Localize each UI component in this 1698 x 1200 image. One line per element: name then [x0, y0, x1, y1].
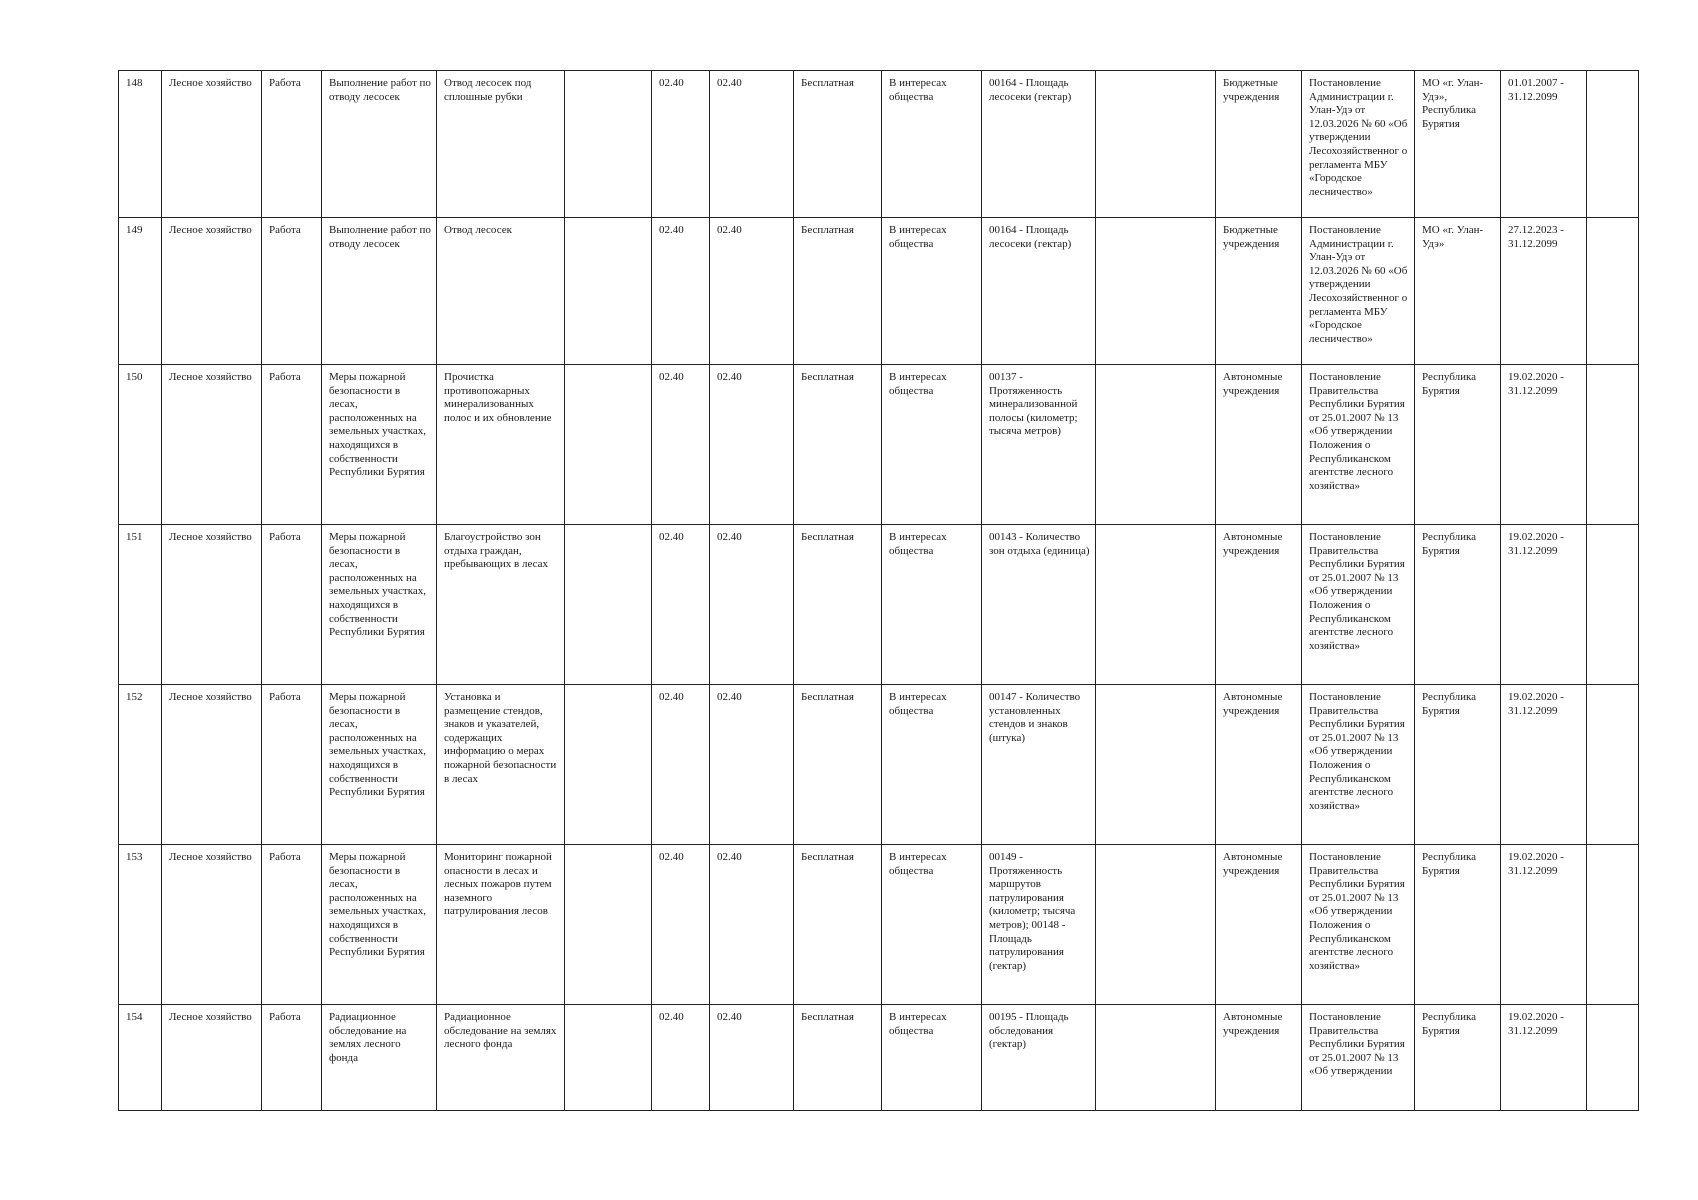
- cell-extra: [565, 1005, 652, 1111]
- table-row: [119, 845, 1639, 1005]
- cell-interest: В интересах общества: [882, 845, 982, 1005]
- cell-interest: В интересах общества: [882, 71, 982, 218]
- table-row: [119, 365, 1639, 525]
- cell-indicator: 00137 - Протяженность минерализованной полосы (километр; тысяча метров): [982, 365, 1096, 525]
- cell-num: 149: [119, 218, 162, 365]
- cell-content: Установка и размещение стендов, знаков и указателей, содержащих информацию о мерах пожарной безопасности в лесах: [437, 685, 565, 845]
- cell-kind: Работа: [262, 845, 322, 1005]
- cell-institution: Автономные учреждения: [1216, 365, 1302, 525]
- cell-name: Выполнение работ по отводу лесосек: [322, 218, 437, 365]
- cell-owner: МО «г. Улан-Удэ», Республика Бурятия: [1415, 71, 1501, 218]
- cell-code1: 02.40: [652, 845, 710, 1005]
- cell-code1: 02.40: [652, 525, 710, 685]
- cell-indicator2: [1096, 685, 1216, 845]
- cell-num: 153: [119, 845, 162, 1005]
- cell-sector: Лесное хозяйство: [162, 845, 262, 1005]
- cell-indicator2: [1096, 525, 1216, 685]
- cell-num: 151: [119, 525, 162, 685]
- cell-last: [1587, 685, 1639, 845]
- cell-kind: Работа: [262, 685, 322, 845]
- cell-name: Выполнение работ по отводу лесосек: [322, 71, 437, 218]
- table-row: [119, 1005, 1639, 1111]
- cell-name: Меры пожарной безопасности в лесах, расположенных на земельных участках, находящихся в собственности Республики Бурятия: [322, 685, 437, 845]
- cell-indicator2: [1096, 845, 1216, 1005]
- cell-act: Постановление Правительства Республики Бурятия от 25.01.2007 № 13 «Об утверждении Положения о Республиканском агентстве лесного хозяйства»: [1302, 845, 1415, 1005]
- cell-code1: 02.40: [652, 1005, 710, 1111]
- cell-owner: МО «г. Улан-Удэ»: [1415, 218, 1501, 365]
- cell-indicator: 00164 - Площадь лесосеки (гектар): [982, 71, 1096, 218]
- cell-kind: Работа: [262, 218, 322, 365]
- cell-owner: Республика Бурятия: [1415, 1005, 1501, 1111]
- cell-act: Постановление Администрации г. Улан-Удэ от 12.03.2026 № 60 «Об утверждении Лесохозяйственног о регламента МБУ «Городское лесничество»: [1302, 71, 1415, 218]
- cell-name: Меры пожарной безопасности в лесах, расположенных на земельных участках, находящихся в собственности Республики Бурятия: [322, 845, 437, 1005]
- table-row: [119, 71, 1639, 218]
- cell-code2: 02.40: [710, 525, 794, 685]
- cell-interest: В интересах общества: [882, 685, 982, 845]
- cell-pay: Бесплатная: [794, 71, 882, 218]
- table-row: [119, 525, 1639, 685]
- cell-indicator: 00164 - Площадь лесосеки (гектар): [982, 218, 1096, 365]
- cell-pay: Бесплатная: [794, 1005, 882, 1111]
- cell-act: Постановление Правительства Республики Бурятия от 25.01.2007 № 13 «Об утверждении Положения о Республиканском агентстве лесного хозяйства»: [1302, 525, 1415, 685]
- cell-sector: Лесное хозяйство: [162, 218, 262, 365]
- cell-extra: [565, 845, 652, 1005]
- cell-indicator2: [1096, 365, 1216, 525]
- cell-code2: 02.40: [710, 71, 794, 218]
- cell-institution: Автономные учреждения: [1216, 845, 1302, 1005]
- cell-interest: В интересах общества: [882, 365, 982, 525]
- cell-name: Меры пожарной безопасности в лесах, расположенных на земельных участках, находящихся в собственности Республики Бурятия: [322, 525, 437, 685]
- cell-code1: 02.40: [652, 365, 710, 525]
- cell-code2: 02.40: [710, 685, 794, 845]
- cell-content: Отвод лесосек: [437, 218, 565, 365]
- cell-num: 152: [119, 685, 162, 845]
- table-row: [119, 685, 1639, 845]
- cell-last: [1587, 365, 1639, 525]
- cell-kind: Работа: [262, 1005, 322, 1111]
- cell-code1: 02.40: [652, 218, 710, 365]
- cell-code1: 02.40: [652, 685, 710, 845]
- cell-code2: 02.40: [710, 365, 794, 525]
- cell-period: 19.02.2020 - 31.12.2099: [1501, 845, 1587, 1005]
- cell-sector: Лесное хозяйство: [162, 525, 262, 685]
- cell-pay: Бесплатная: [794, 525, 882, 685]
- cell-num: 148: [119, 71, 162, 218]
- cell-pay: Бесплатная: [794, 685, 882, 845]
- cell-content: Отвод лесосек под сплошные рубки: [437, 71, 565, 218]
- cell-interest: В интересах общества: [882, 525, 982, 685]
- cell-last: [1587, 525, 1639, 685]
- cell-sector: Лесное хозяйство: [162, 71, 262, 218]
- cell-indicator2: [1096, 71, 1216, 218]
- cell-pay: Бесплатная: [794, 218, 882, 365]
- cell-period: 27.12.2023 - 31.12.2099: [1501, 218, 1587, 365]
- cell-extra: [565, 685, 652, 845]
- cell-last: [1587, 218, 1639, 365]
- cell-kind: Работа: [262, 365, 322, 525]
- cell-period: 19.02.2020 - 31.12.2099: [1501, 365, 1587, 525]
- cell-last: [1587, 71, 1639, 218]
- cell-act: Постановление Правительства Республики Бурятия от 25.01.2007 № 13 «Об утверждении Положения о Республиканском агентстве лесного хозяйства»: [1302, 685, 1415, 845]
- cell-last: [1587, 845, 1639, 1005]
- table-row: [119, 218, 1639, 365]
- cell-content: Прочистка противопожарных минерализованных полос и их обновление: [437, 365, 565, 525]
- cell-owner: Республика Бурятия: [1415, 525, 1501, 685]
- cell-sector: Лесное хозяйство: [162, 685, 262, 845]
- cell-pay: Бесплатная: [794, 365, 882, 525]
- cell-institution: Автономные учреждения: [1216, 525, 1302, 685]
- cell-extra: [565, 525, 652, 685]
- cell-indicator2: [1096, 1005, 1216, 1111]
- cell-act: Постановление Администрации г. Улан-Удэ от 12.03.2026 № 60 «Об утверждении Лесохозяйственног о регламента МБУ «Городское лесничество»: [1302, 218, 1415, 365]
- cell-act: Постановление Правительства Республики Бурятия от 25.01.2007 № 13 «Об утверждении: [1302, 1005, 1415, 1111]
- cell-institution: Автономные учреждения: [1216, 1005, 1302, 1111]
- cell-num: 154: [119, 1005, 162, 1111]
- cell-extra: [565, 71, 652, 218]
- cell-owner: Республика Бурятия: [1415, 845, 1501, 1005]
- cell-owner: Республика Бурятия: [1415, 365, 1501, 525]
- cell-last: [1587, 1005, 1639, 1111]
- cell-indicator: 00143 - Количество зон отдыха (единица): [982, 525, 1096, 685]
- cell-num: 150: [119, 365, 162, 525]
- cell-kind: Работа: [262, 525, 322, 685]
- cell-name: Меры пожарной безопасности в лесах, расположенных на земельных участках, находящихся в собственности Республики Бурятия: [322, 365, 437, 525]
- cell-sector: Лесное хозяйство: [162, 1005, 262, 1111]
- cell-pay: Бесплатная: [794, 845, 882, 1005]
- cell-content: Благоустройство зон отдыха граждан, пребывающих в лесах: [437, 525, 565, 685]
- cell-kind: Работа: [262, 71, 322, 218]
- cell-indicator: 00147 - Количество установленных стендов и знаков (штука): [982, 685, 1096, 845]
- cell-indicator2: [1096, 218, 1216, 365]
- cell-indicator: 00149 - Протяженность маршрутов патрулирования (километр; тысяча метров); 00148 - Площадь патрулирования (гектар): [982, 845, 1096, 1005]
- cell-extra: [565, 365, 652, 525]
- cell-institution: Автономные учреждения: [1216, 685, 1302, 845]
- cell-code2: 02.40: [710, 845, 794, 1005]
- cell-act: Постановление Правительства Республики Бурятия от 25.01.2007 № 13 «Об утверждении Положения о Республиканском агентстве лесного хозяйства»: [1302, 365, 1415, 525]
- cell-code2: 02.40: [710, 1005, 794, 1111]
- cell-content: Мониторинг пожарной опасности в лесах и лесных пожаров путем наземного патрулирования лесов: [437, 845, 565, 1005]
- cell-institution: Бюджетные учреждения: [1216, 218, 1302, 365]
- cell-interest: В интересах общества: [882, 1005, 982, 1111]
- cell-period: 19.02.2020 - 31.12.2099: [1501, 685, 1587, 845]
- cell-period: 01.01.2007 - 31.12.2099: [1501, 71, 1587, 218]
- cell-code1: 02.40: [652, 71, 710, 218]
- cell-sector: Лесное хозяйство: [162, 365, 262, 525]
- cell-extra: [565, 218, 652, 365]
- cell-institution: Бюджетные учреждения: [1216, 71, 1302, 218]
- services-registry-table: [118, 70, 1639, 1111]
- cell-owner: Республика Бурятия: [1415, 685, 1501, 845]
- cell-period: 19.02.2020 - 31.12.2099: [1501, 525, 1587, 685]
- cell-interest: В интересах общества: [882, 218, 982, 365]
- cell-name: Радиационное обследование на землях лесного фонда: [322, 1005, 437, 1111]
- cell-code2: 02.40: [710, 218, 794, 365]
- cell-period: 19.02.2020 - 31.12.2099: [1501, 1005, 1587, 1111]
- cell-content: Радиационное обследование на землях лесного фонда: [437, 1005, 565, 1111]
- cell-indicator: 00195 - Площадь обследования (гектар): [982, 1005, 1096, 1111]
